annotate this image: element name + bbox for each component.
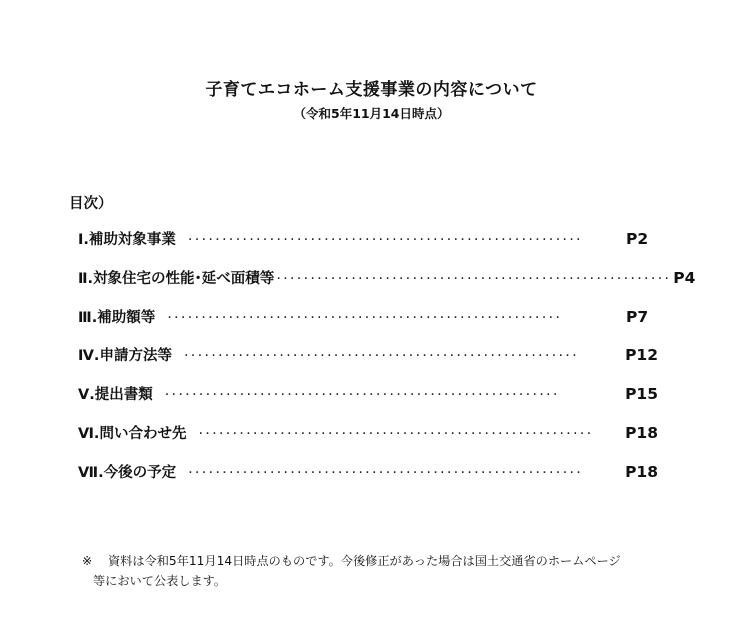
toc-leader-dots: ·························································· xyxy=(198,425,594,442)
toc-item-label: 問い合わせ先 xyxy=(99,425,187,442)
toc-item-page: P12 xyxy=(625,346,658,365)
toc-leader-dots: ·························································· xyxy=(167,309,563,326)
toc-leader-dots: ·························································· xyxy=(164,387,560,404)
toc-item-page: P18 xyxy=(625,423,658,442)
toc-item-2[interactable] xyxy=(78,267,696,306)
footnote-line-1 xyxy=(82,551,682,571)
toc-item-page: P2 xyxy=(626,230,649,248)
toc-item-label: 補助対象事業 xyxy=(88,232,176,248)
toc-item-number: Ⅵ. xyxy=(78,425,100,442)
toc-item-4[interactable] xyxy=(78,344,658,383)
footnote-line-2: 等において公表します。 xyxy=(93,574,227,588)
toc-item-page: P4 xyxy=(673,268,696,287)
toc-item-page: P15 xyxy=(625,385,658,404)
toc-item-label: 対象住宅の性能･延べ面積等 xyxy=(93,270,275,287)
toc-item-1[interactable] xyxy=(78,228,658,267)
toc-item-number: Ⅳ. xyxy=(78,348,100,365)
toc-leader-dots: ·························································· xyxy=(187,232,583,248)
toc-leader-dots: ·························································· xyxy=(188,464,584,481)
toc-item-page: P18 xyxy=(625,462,658,481)
footnote-mark: ※ xyxy=(82,554,93,568)
toc-heading: 目次） xyxy=(69,196,113,212)
toc-item-number: Ⅱ. xyxy=(78,270,94,287)
toc-item-page: P7 xyxy=(626,307,649,326)
toc-item-number: Ⅲ. xyxy=(78,309,98,326)
footnote-text-1: 資料は令和5年11月14日時点のものです。今後修正があった場合は国土交通省のホームページ xyxy=(108,554,621,568)
toc-leader-dots: ·························································· xyxy=(276,270,672,287)
toc-item-5[interactable] xyxy=(78,383,658,422)
toc-item-label: 申請方法等 xyxy=(99,348,172,365)
toc-item-number: Ⅶ. xyxy=(78,464,104,481)
document-title: 子育てエコホーム支援事業の内容について xyxy=(205,80,538,100)
document-subtitle: （令和5年11月14日時点） xyxy=(293,106,450,121)
toc-item-3[interactable] xyxy=(78,306,658,345)
table-of-contents xyxy=(78,228,696,500)
toc-item-label: 補助額等 xyxy=(97,309,156,326)
toc-item-label: 提出書類 xyxy=(94,387,153,404)
footnote xyxy=(82,551,682,591)
toc-item-number: Ⅰ. xyxy=(78,232,89,248)
toc-item-label: 今後の予定 xyxy=(103,464,177,481)
toc-leader-dots: ·························································· xyxy=(183,348,579,365)
toc-item-number: Ⅴ. xyxy=(78,387,95,404)
toc-item-7[interactable] xyxy=(78,461,658,500)
toc-item-6[interactable] xyxy=(78,422,658,461)
